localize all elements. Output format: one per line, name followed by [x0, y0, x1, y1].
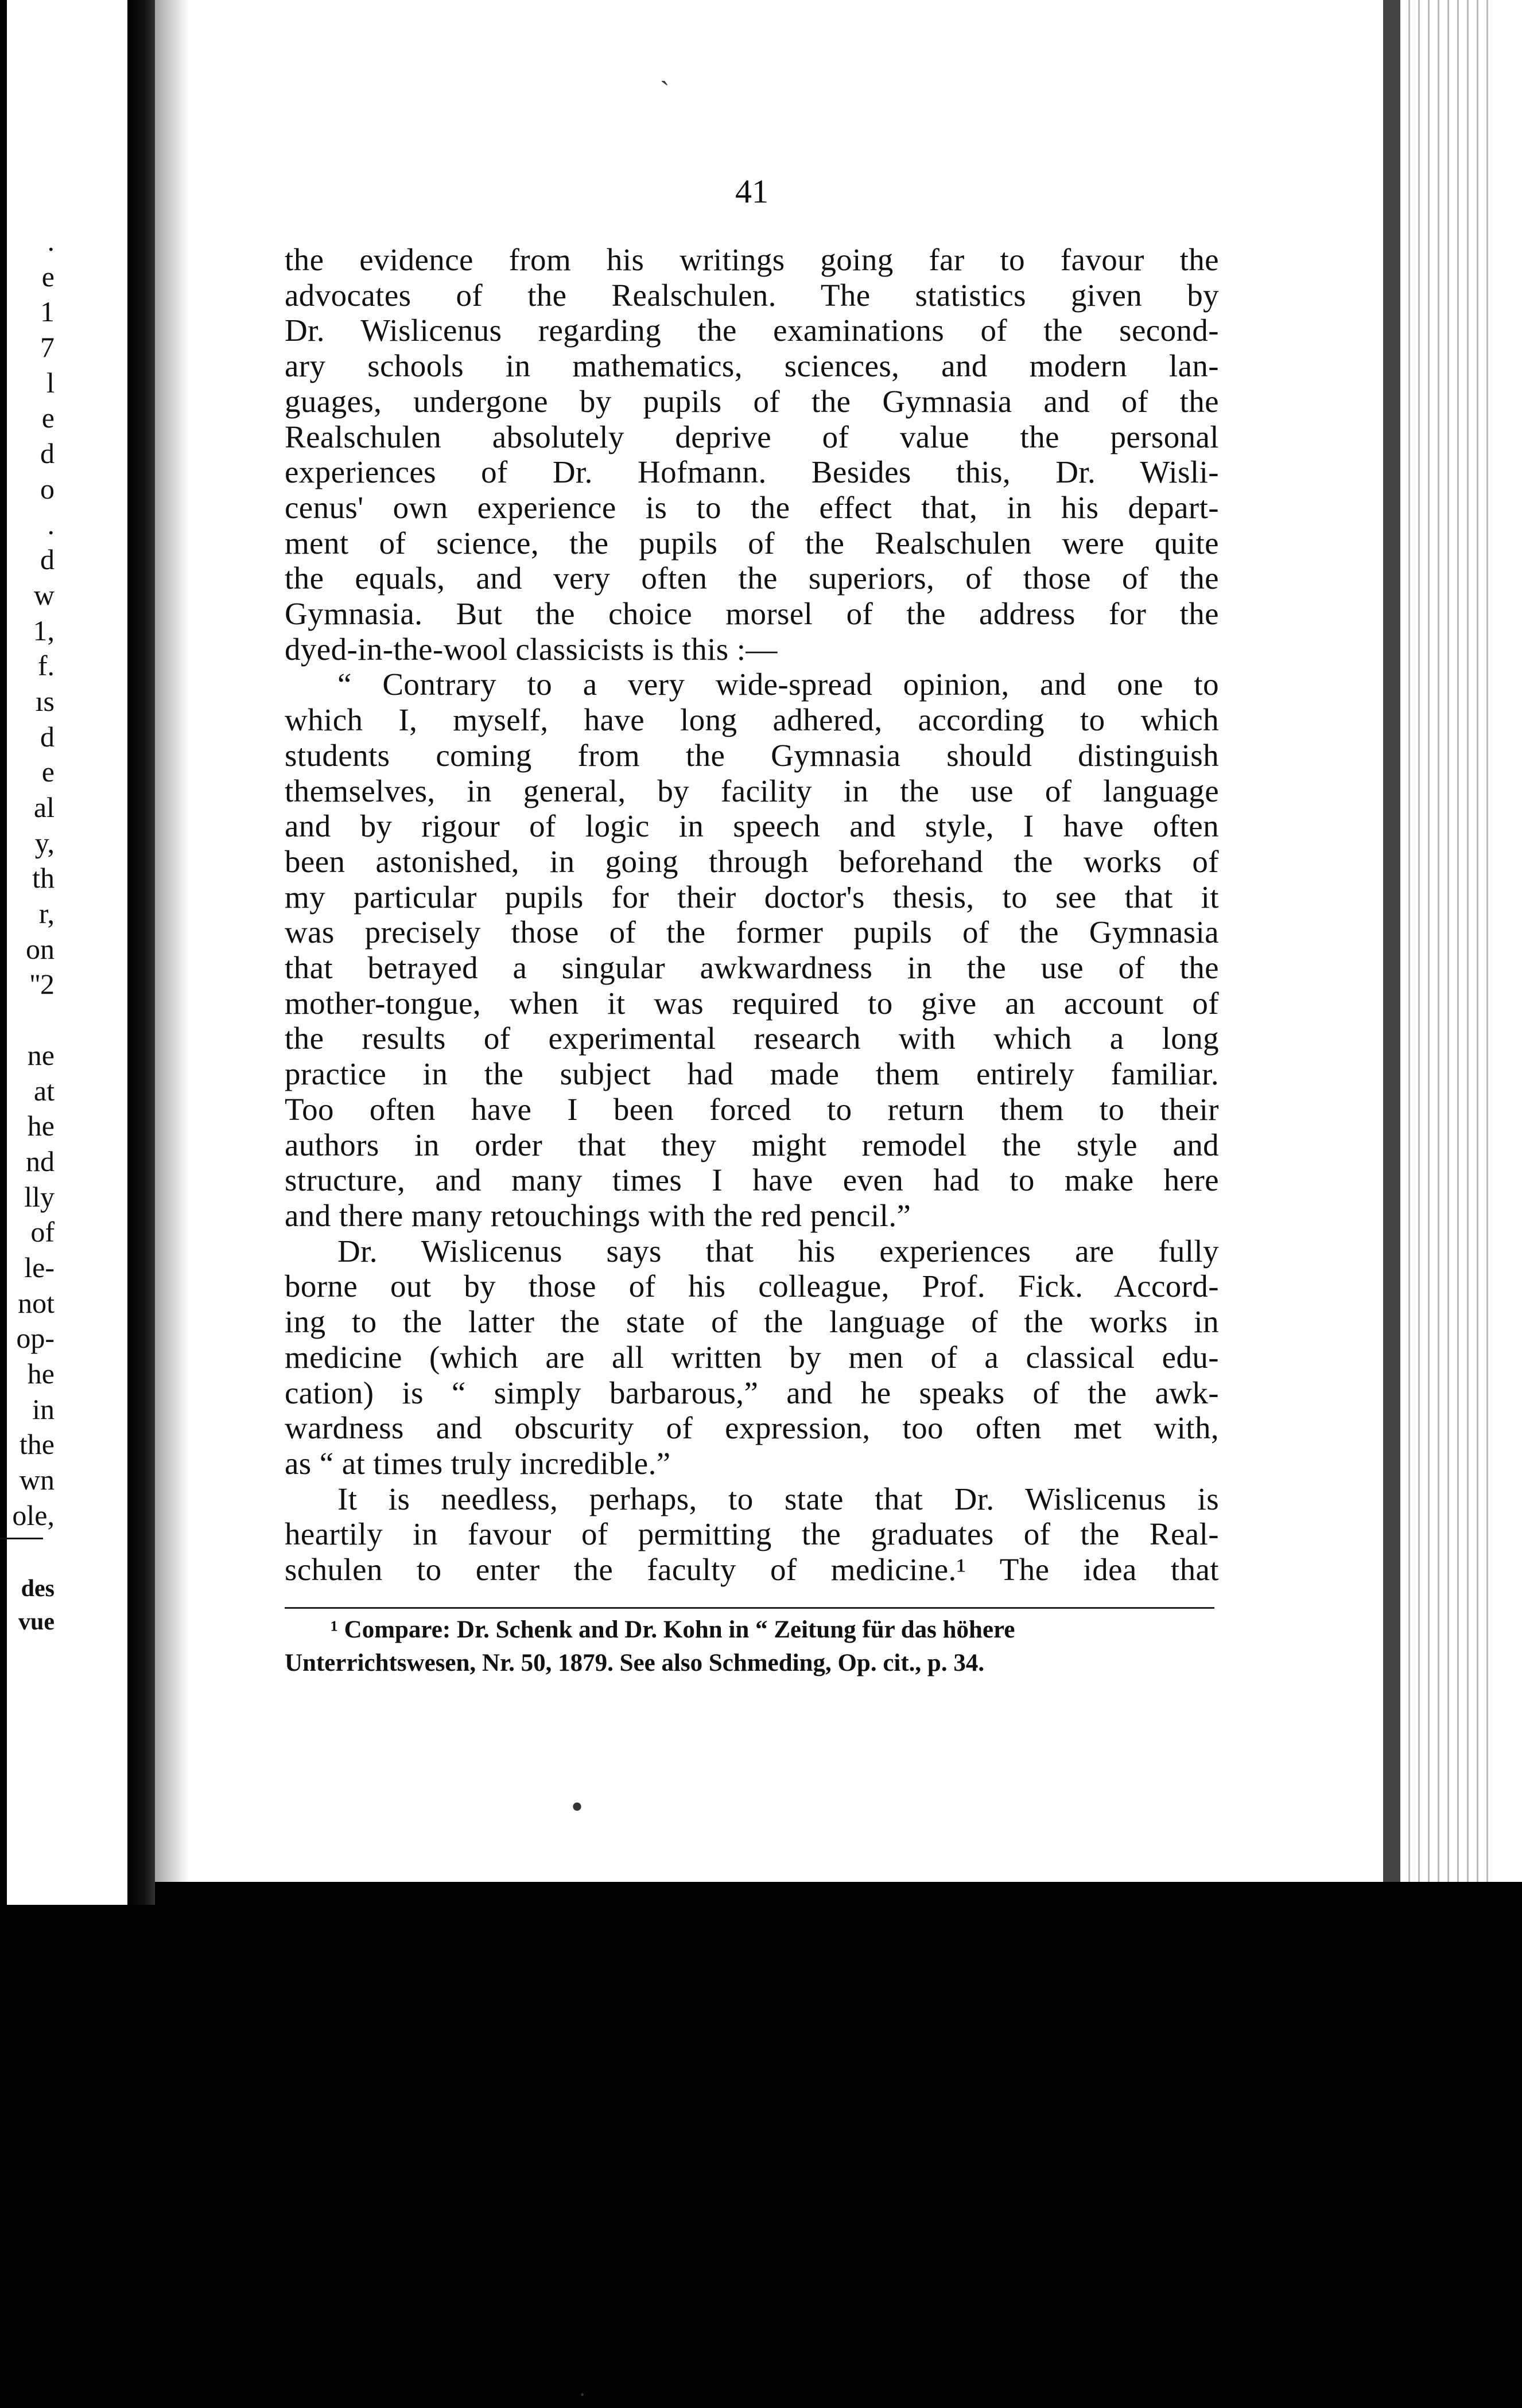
left-fragment: wn [19, 1464, 55, 1496]
text-line: themselves, in general, by facility in the use of language [285, 773, 1219, 808]
text-line: heartily in favour of permitting the graduates of the Real- [285, 1516, 1219, 1552]
left-footnote-line: des [21, 1575, 55, 1602]
text-line: dyed-in-the-wool classicists is this :— [285, 631, 778, 667]
page-shadow [155, 0, 189, 1882]
left-fragment: 1, [33, 614, 55, 647]
left-fragment: e [41, 756, 55, 788]
left-fragment: he [27, 1110, 55, 1142]
left-footnote-line: vue [18, 1609, 55, 1635]
text-line: Too often have I been forced to return them to their [285, 1091, 1219, 1127]
text-line: the evidence from his writings going far to favour the [285, 242, 1219, 277]
text-line: as “ at times truly incredible.” [285, 1445, 671, 1481]
left-fragment: e [41, 402, 55, 434]
text-line: experiences of Dr. Hofmann. Besides this, Dr. Wisli- [285, 454, 1219, 490]
text-line: cation) is “ simply barbarous,” and he speaks of the awk- [285, 1375, 1219, 1410]
text-line: borne out by those of his colleague, Prof. Fick. Accord- [285, 1269, 1219, 1304]
left-fragment: ıs [35, 684, 55, 717]
footnote [285, 1613, 1219, 1680]
text-line: medicine (which are all written by men of a classical edu- [285, 1339, 1219, 1375]
text-line: structure, and many times I have even had to make here [285, 1162, 1219, 1198]
left-fragment: in [32, 1392, 55, 1425]
left-fragment: ole, [12, 1499, 55, 1531]
page-stack-end [1492, 0, 1522, 1905]
text-line: Gymnasia. But the choice morsel of the address for the [285, 596, 1219, 632]
text-line: schulen to enter the faculty of medicine.¹ The idea that [285, 1552, 1219, 1588]
text-line: practice in the subject had made them entirely familiar. [285, 1056, 1219, 1092]
left-footnote-rule [0, 1538, 43, 1539]
left-facing-page [0, 0, 127, 1905]
text-line: wardness and obscurity of expression, too often met with, [285, 1410, 1219, 1446]
left-fragment: . [47, 225, 55, 257]
text-line: Dr. Wislicenus says that his experiences are fully [337, 1233, 1219, 1269]
left-fragment: of [30, 1216, 55, 1248]
left-fragment: al [33, 791, 55, 823]
text-line: students coming from the Gymnasia should distinguish [285, 737, 1219, 773]
left-fragment: on [26, 932, 55, 965]
left-fragment: w [33, 578, 55, 611]
text-line: the results of experimental research with which a long [285, 1021, 1219, 1056]
scan-speck: · [578, 2382, 587, 2407]
left-fragment: d [40, 543, 55, 576]
left-fragment: . [47, 508, 55, 540]
footnote-line: ¹ Compare: Dr. Schenk and Dr. Kohn in “ Zeitung für das höhere [331, 1616, 1015, 1643]
text-line: my particular pupils for their doctor's thesis, to see that it [285, 879, 1219, 915]
body-text [285, 242, 1219, 1588]
left-fragment: e [41, 260, 55, 293]
text-line: ment of science, the pupils of the Realschulen were quite [285, 525, 1219, 561]
scan-bottom-border [155, 1882, 1522, 1905]
text-line: and there many retouchings with the red pencil.” [285, 1197, 911, 1233]
left-fragment: lly [24, 1180, 55, 1213]
footnote-rule [285, 1607, 1214, 1609]
left-fragment: not [18, 1286, 55, 1319]
text-line: ary schools in mathematics, sciences, and modern lan- [285, 348, 1219, 384]
left-fragment [0, 1002, 55, 1038]
text-line: Realschulen absolutely deprive of value the personal [285, 419, 1219, 454]
scan-speck: ` [660, 75, 670, 107]
text-line: been astonished, in going through beforehand the works of [285, 843, 1219, 879]
left-fragment: r, [38, 897, 55, 930]
left-fragment: he [27, 1357, 55, 1390]
left-fragment: nd [26, 1145, 55, 1177]
text-line: authors in order that they might remodel the style and [285, 1127, 1219, 1162]
text-line: and by rigour of logic in speech and style, I have often [285, 808, 1219, 844]
left-fragment: d [40, 437, 55, 470]
book-gutter [127, 0, 155, 1905]
left-fragment: le- [24, 1251, 55, 1283]
text-line: Dr. Wislicenus regarding the examinations of the second- [285, 313, 1219, 348]
left-fragment: o [40, 472, 55, 505]
left-fragment: d [40, 720, 55, 753]
left-fragment: 1 [40, 295, 55, 328]
text-line: advocates of the Realschulen. The statistics given by [285, 277, 1219, 313]
left-fragment: op- [16, 1322, 55, 1355]
text-line: It is needless, perhaps, to state that Dr. Wislicenus is [337, 1481, 1219, 1516]
text-line: was precisely those of the former pupils of the Gymnasia [285, 915, 1219, 950]
page-number: 41 [735, 173, 768, 210]
left-fragment: 7 [40, 331, 55, 364]
left-fragment: y, [34, 826, 55, 859]
left-fragment: ''2 [29, 968, 55, 1001]
text-line: cenus' own experience is to the effect that, in his depart- [285, 489, 1219, 525]
text-line: mother-tongue, when it was required to give an account of [285, 985, 1219, 1021]
text-line: that betrayed a singular awkwardness in the use of the [285, 950, 1219, 986]
left-fragment: l [46, 366, 55, 399]
scan-speck: • [571, 1788, 584, 1826]
text-line: the equals, and very often the superiors, of those of the [285, 561, 1219, 596]
left-fragment: ne [27, 1038, 55, 1071]
text-line: “ Contrary to a very wide-spread opinion, and one to [337, 667, 1219, 702]
left-fragment: f. [37, 649, 55, 682]
text-line: which I, myself, have long adhered, according to which [285, 702, 1219, 738]
text-line: guages, undergone by pupils of the Gymnasia and of the [285, 383, 1219, 419]
left-page-footnote [0, 1572, 55, 1639]
footnote-line: Unterrichtswesen, Nr. 50, 1879. See also Schmeding, Op. cit., p. 34. [285, 1650, 985, 1676]
left-page-text-fragments [0, 224, 55, 1533]
left-fragment: at [33, 1074, 55, 1107]
left-fragment: th [32, 862, 55, 894]
text-line: ing to the latter the state of the language of the works in [285, 1304, 1219, 1340]
page-edge-dark [1383, 0, 1400, 1905]
left-fragment: the [19, 1428, 55, 1461]
